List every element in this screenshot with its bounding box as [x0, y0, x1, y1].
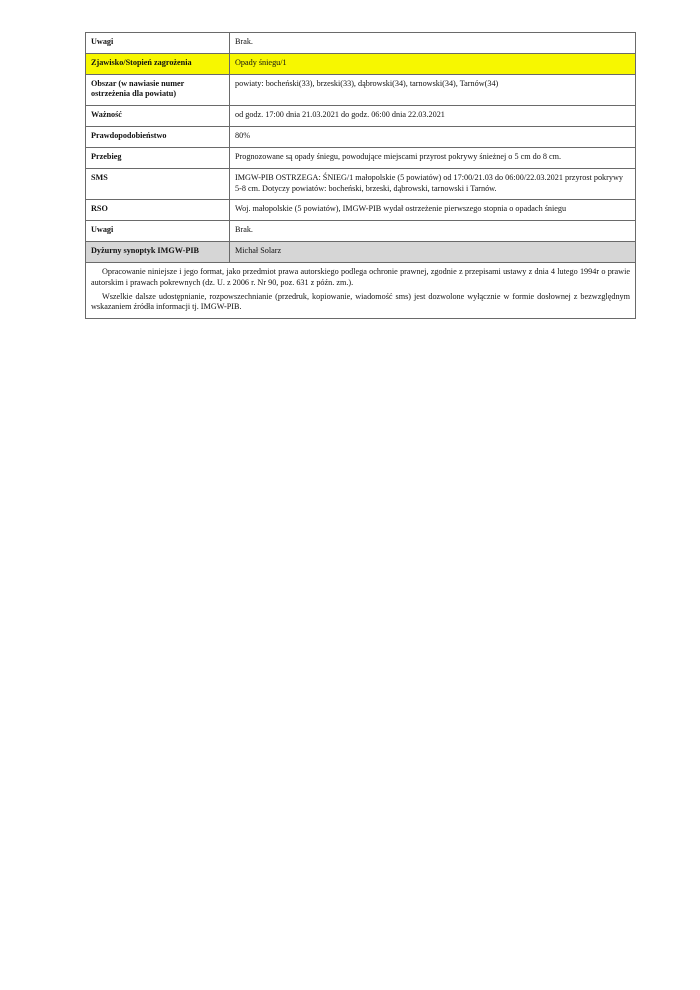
row-value: Brak. — [230, 221, 636, 242]
copyright-row — [86, 262, 636, 318]
copyright-note — [86, 262, 636, 318]
table-row — [86, 106, 636, 127]
row-value: od godz. 17:00 dnia 21.03.2021 do godz. 06:00 dnia 22.03.2021 — [230, 106, 636, 127]
row-label: Dyżurny synoptyk IMGW-PIB — [86, 242, 230, 263]
table-row — [86, 200, 636, 221]
copyright-paragraph-1: Opracowanie niniejsze i jego format, jako przedmiot prawa autorskiego podlega ochronie prawnej, zgodnie z przepisami ustawy z dnia 4 lutego 1994r o prawie autorskim i prawach pokrewnych (dz. U. z 2006 r. Nr 90, poz. 631 z późn. zm.). — [91, 266, 630, 287]
table-row — [86, 74, 636, 106]
row-label: Przebieg — [86, 147, 230, 168]
warning-table — [85, 32, 636, 319]
row-value: Woj. małopolskie (5 powiatów), IMGW-PIB wydał ostrzeżenie pierwszego stopnia o opadach śniegu — [230, 200, 636, 221]
table-row — [86, 242, 636, 263]
row-label: Obszar (w nawiasie numer ostrzeżenia dla powiatu) — [86, 74, 230, 106]
table-row — [86, 147, 636, 168]
row-value: Michał Solarz — [230, 242, 636, 263]
row-label: RSO — [86, 200, 230, 221]
row-value: Prognozowane są opady śniegu, powodujące miejscami przyrost pokrywy śnieżnej o 5 cm do 8 cm. — [230, 147, 636, 168]
row-label: Zjawisko/Stopień zagrożenia — [86, 53, 230, 74]
table-row — [86, 33, 636, 54]
row-label: SMS — [86, 168, 230, 200]
row-label: Uwagi — [86, 221, 230, 242]
copyright-paragraph-2: Wszelkie dalsze udostępnianie, rozpowszechnianie (przedruk, kopiowanie, wiadomość sms) jest dozwolone wyłącznie w formie dosłownej z bezwzględnym wskazaniem źródła informacji tj. IMGW-PIB. — [91, 291, 630, 312]
table-row — [86, 127, 636, 148]
warning-table-body — [86, 33, 636, 319]
row-label: Uwagi — [86, 33, 230, 54]
row-value: powiaty: bocheński(33), brzeski(33), dąbrowski(34), tarnowski(34), Tarnów(34) — [230, 74, 636, 106]
table-row — [86, 53, 636, 74]
row-value: Opady śniegu/1 — [230, 53, 636, 74]
row-value: 80% — [230, 127, 636, 148]
table-row — [86, 168, 636, 200]
row-value: Brak. — [230, 33, 636, 54]
table-row — [86, 221, 636, 242]
row-label: Ważność — [86, 106, 230, 127]
row-label: Prawdopodobieństwo — [86, 127, 230, 148]
row-value: IMGW-PIB OSTRZEGA: ŚNIEG/1 małopolskie (5 powiatów) od 17:00/21.03 do 06:00/22.03.2021 przyrost pokrywy 5-8 cm. Dotyczy powiatów: bocheński, brzeski, dąbrowski, tarnowski i Tarnów. — [230, 168, 636, 200]
